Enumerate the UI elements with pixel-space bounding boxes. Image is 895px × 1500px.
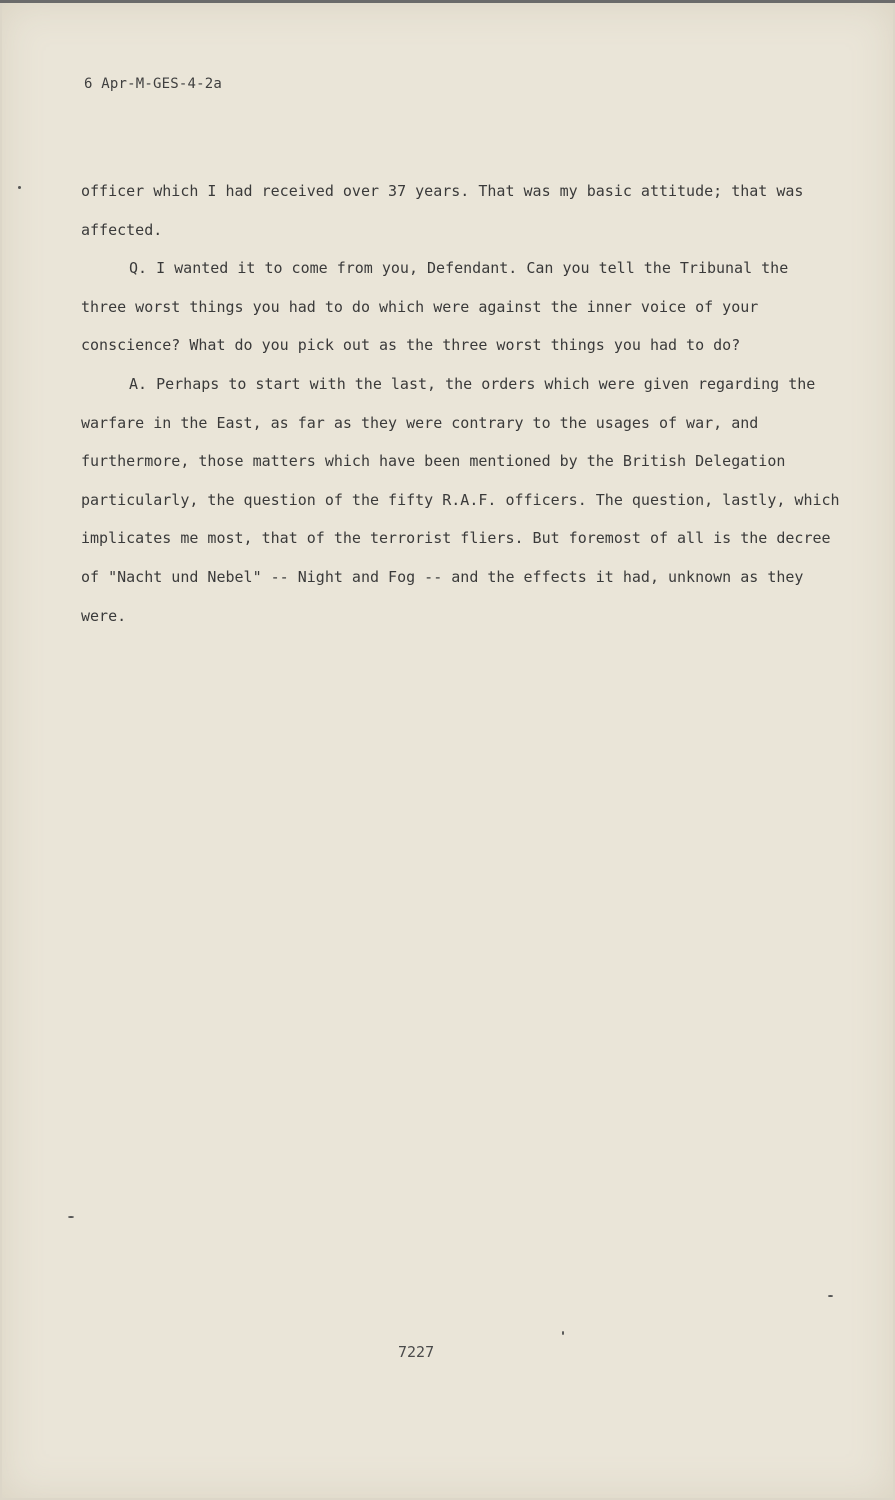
paragraph-continuation: officer which I had received over 37 years. That was my basic attitude; that was affected. — [81, 182, 804, 239]
scan-speck — [828, 1295, 833, 1297]
transcript-body — [81, 172, 841, 635]
scan-speck — [18, 186, 21, 189]
paragraph-question: Q. I wanted it to come from you, Defendant. Can you tell the Tribunal the three worst things you had to do which were against the inner voice of your conscience? What do you pick out as the three worst things you had to do? — [81, 259, 789, 355]
paragraph-answer: A. Perhaps to start with the last, the orders which were given regarding the warfare in the East, as far as they were contrary to the usages of war, and furthermore, those matters which have been mentioned by the British Delegation particularly, the question of the fifty R.A.F. officers. The question, lastly, which implicates me most, that of the terrorist fliers. But foremost of all is the decree of "Nacht und Nebel" -- Night and Fog -- and the effects it had, unknown as they were. — [81, 374, 840, 625]
scan-speck — [68, 1216, 74, 1218]
document-reference: 6 Apr-M-GES-4-2a — [84, 76, 223, 92]
page-number: 7227 — [398, 1343, 435, 1361]
scan-speck — [562, 1331, 564, 1335]
